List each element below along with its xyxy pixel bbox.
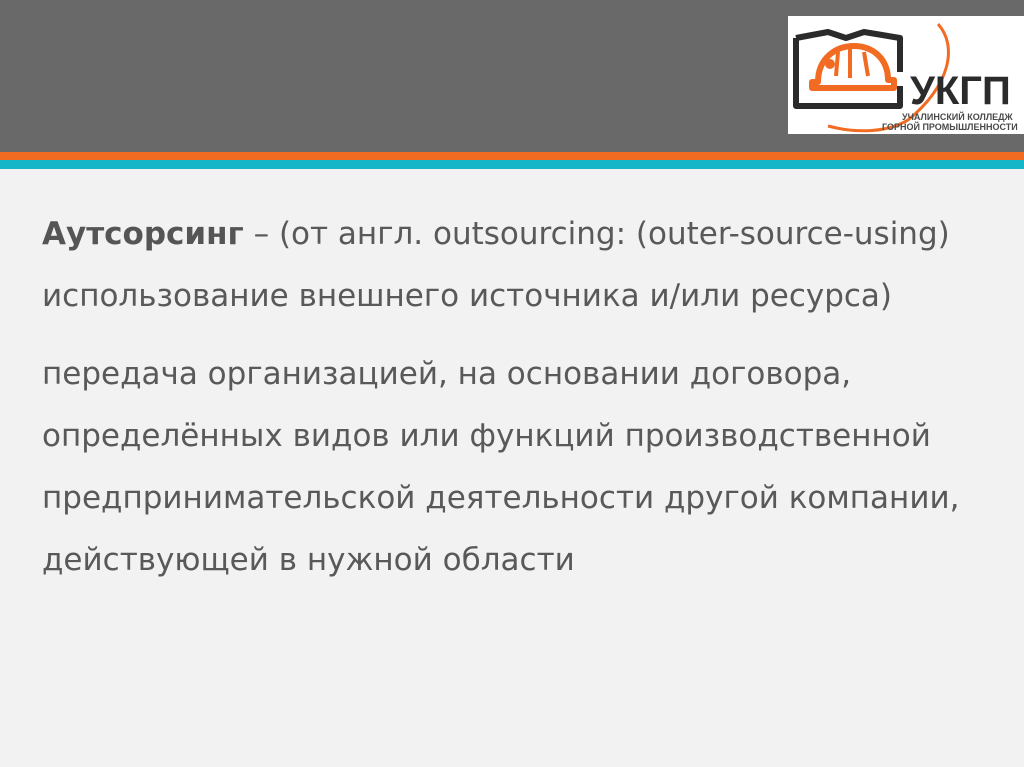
definition-term: Аутсорсинг — [42, 216, 244, 252]
logo-letters: УКГП — [910, 69, 1011, 113]
definition-text: – (от англ. outsourcing: (outer-source-using) использование внешнего источника и/или ресурса) — [42, 216, 950, 314]
logo-name-line1: УЧАЛИНСКИЙ КОЛЛЕДЖ — [902, 112, 1013, 122]
logo-name-line2: ГОРНОЙ ПРОМЫШЛЕННОСТИ — [882, 122, 1018, 132]
definition-paragraph — [42, 203, 1002, 327]
college-logo — [788, 16, 1024, 134]
logo-emblem-icon — [788, 16, 1024, 134]
slide-content — [42, 203, 1002, 591]
description-paragraph: передача организацией, на основании договора, определённых видов или функций производственной предпринимательской деятельности другой компании, действующей в нужной области — [42, 356, 960, 578]
accent-stripe-orange — [0, 152, 1024, 160]
accent-stripe-cyan — [0, 160, 1024, 169]
